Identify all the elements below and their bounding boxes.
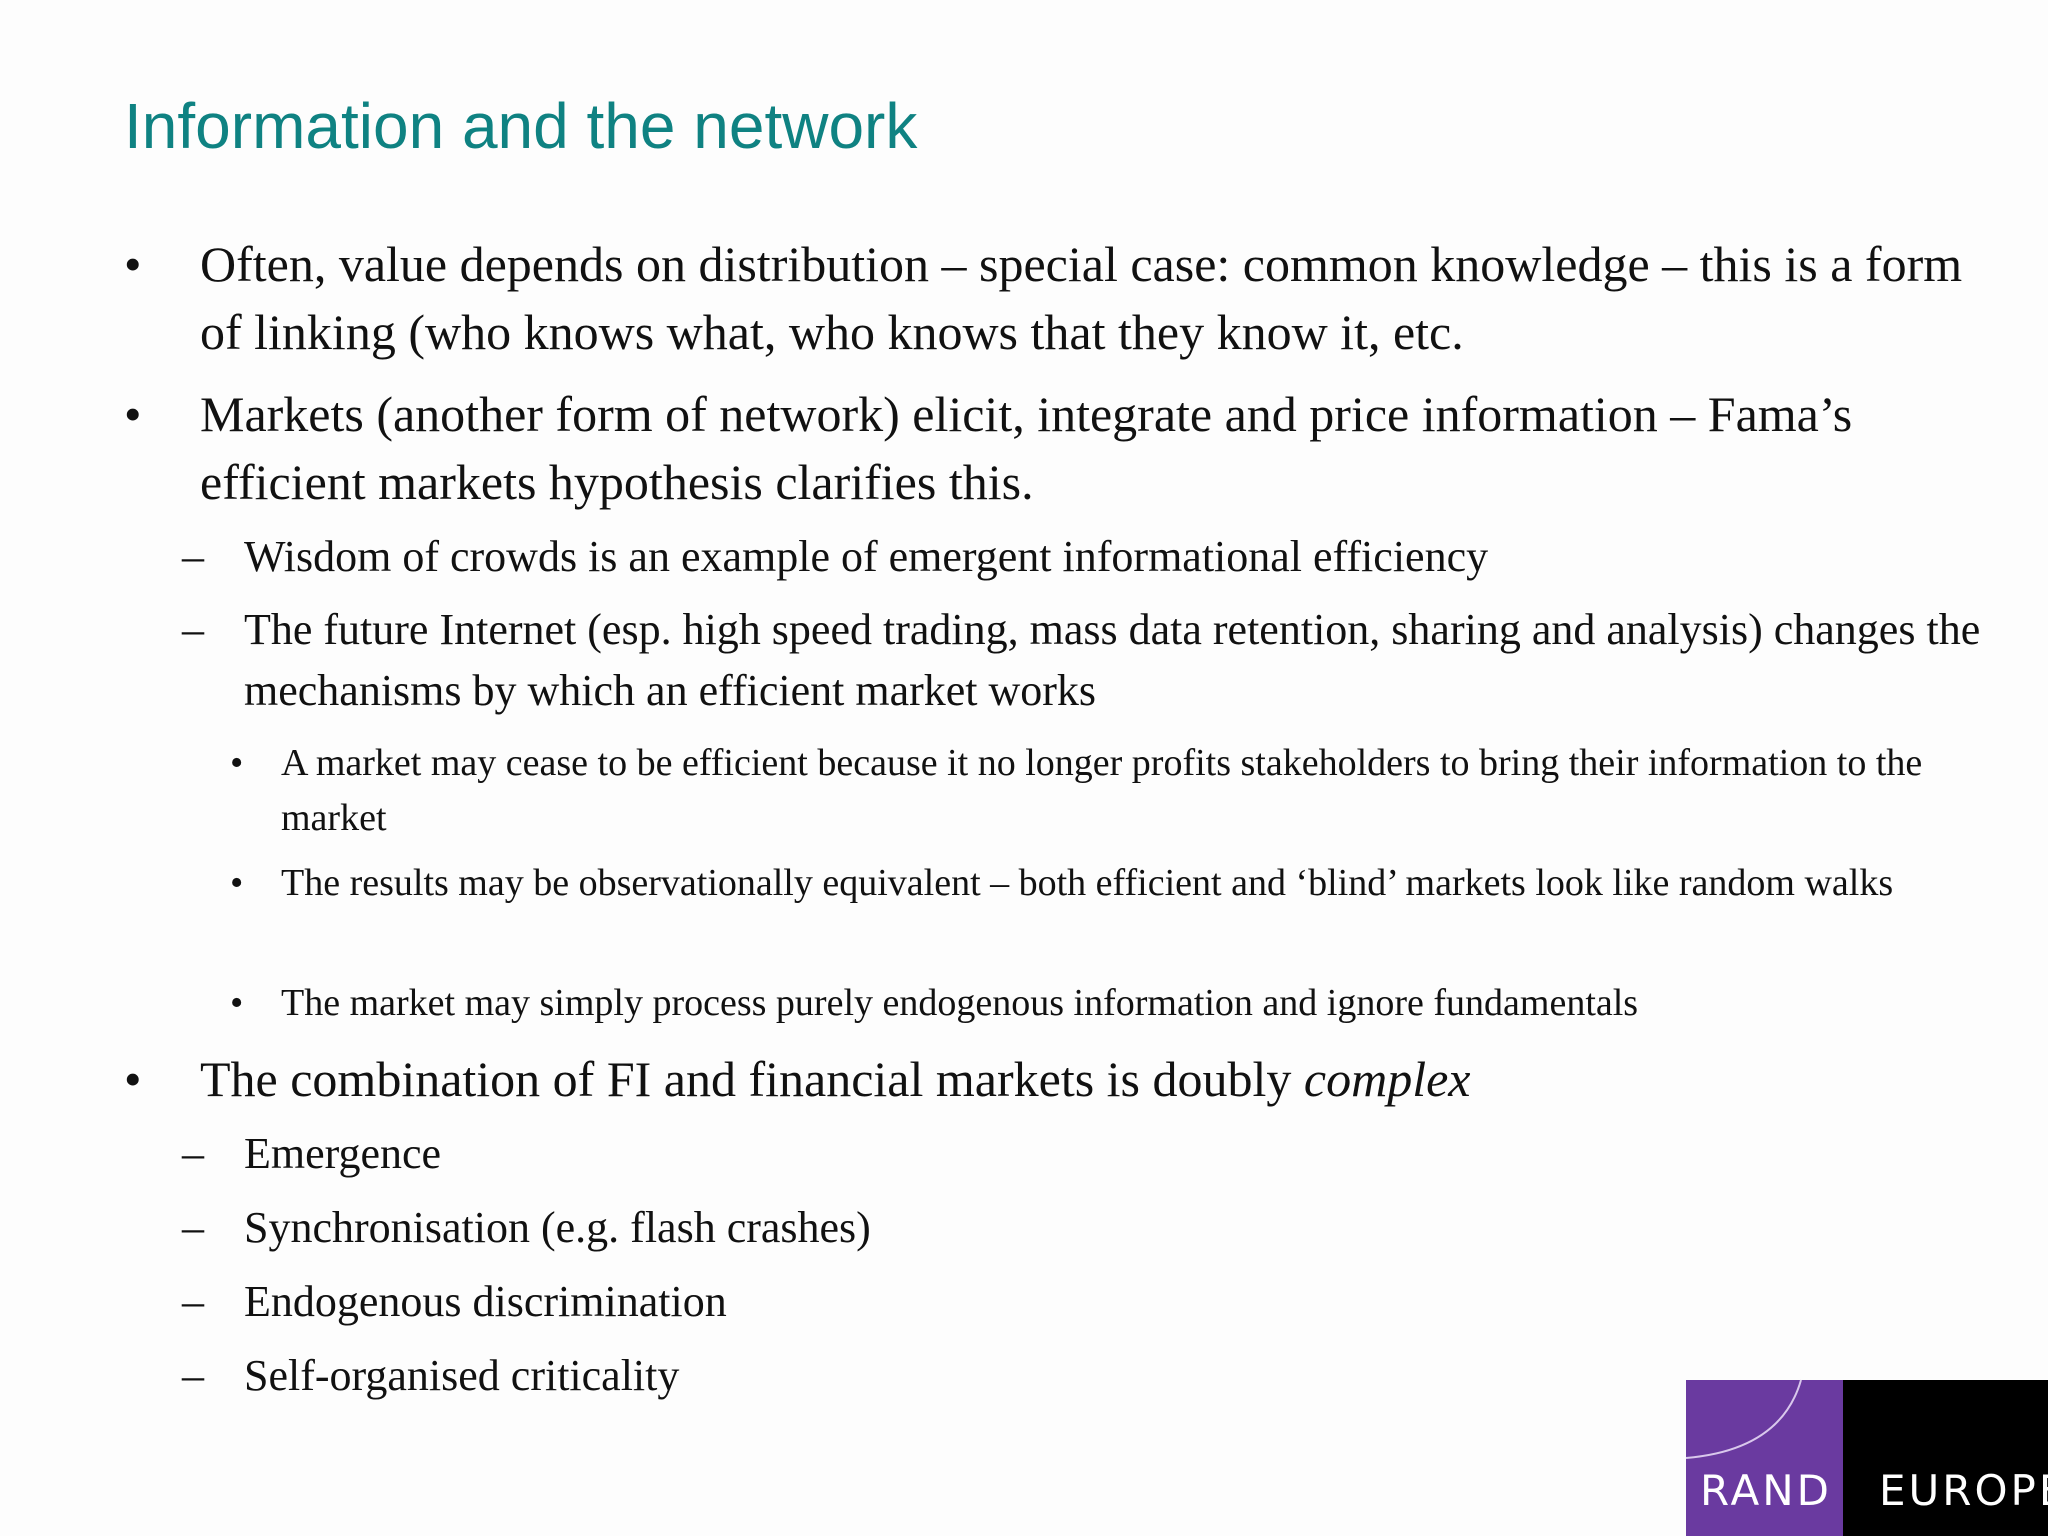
bullet-item-2: Markets (another form of network) elicit, integrate and price information – Fama’s efficient markets hypothesis clarifies this. [200, 386, 1853, 510]
bullet-marker: • [230, 862, 244, 904]
logo-word-rand: RAND [1700, 1466, 1832, 1515]
dash-marker: – [182, 605, 204, 654]
sub-item: The future Internet (esp. high speed trading, mass data retention, sharing and analysis) changes the mechanisms by which an efficient market works [244, 605, 1981, 715]
sub-item: Synchronisation (e.g. flash crashes) [244, 1203, 871, 1252]
rand-europe-logo [1686, 1380, 2068, 1536]
bullet-marker: • [124, 386, 142, 442]
bullet-item-1: Often, value depends on distribution – special case: common knowledge – this is a form of linking (who knows what, who knows that they know it, etc. [200, 236, 1963, 360]
sub-item: Self-organised criticality [244, 1351, 680, 1400]
bullet-marker: • [124, 236, 142, 292]
bullet-marker: • [230, 982, 244, 1024]
dash-marker: – [182, 1277, 204, 1326]
logo-word-europe: EUROPE [1879, 1466, 2068, 1515]
slide-title: Information and the network [124, 90, 918, 162]
logo-black-panel [1843, 1380, 2068, 1536]
bullet-marker: • [230, 742, 244, 784]
logo-purple-panel [1686, 1380, 1843, 1536]
dash-marker: – [182, 1129, 204, 1178]
bullet-item-3 [200, 1045, 1990, 1113]
sub-sub-item: A market may cease to be efficient because it no longer profits stakeholders to bring their information to the market [281, 742, 1923, 839]
bullet-marker: • [124, 1051, 142, 1107]
sub-item: Endogenous discrimination [244, 1277, 727, 1326]
dash-marker: – [182, 532, 204, 581]
sub-item: Emergence [244, 1129, 442, 1178]
dash-marker: – [182, 1203, 204, 1252]
bullet-item-3-text: The combination of FI and financial markets is doubly [200, 1051, 1304, 1107]
sub-item: Wisdom of crowds is an example of emergent informational efficiency [244, 532, 1489, 581]
dash-marker: – [182, 1351, 204, 1400]
emphasis-word: complex [1303, 1051, 1471, 1107]
sub-sub-item: The market may simply process purely endogenous information and ignore fundamentals [281, 982, 1639, 1024]
sub-sub-item: The results may be observationally equivalent – both efficient and ‘blind’ markets look like random walks [281, 862, 1894, 904]
